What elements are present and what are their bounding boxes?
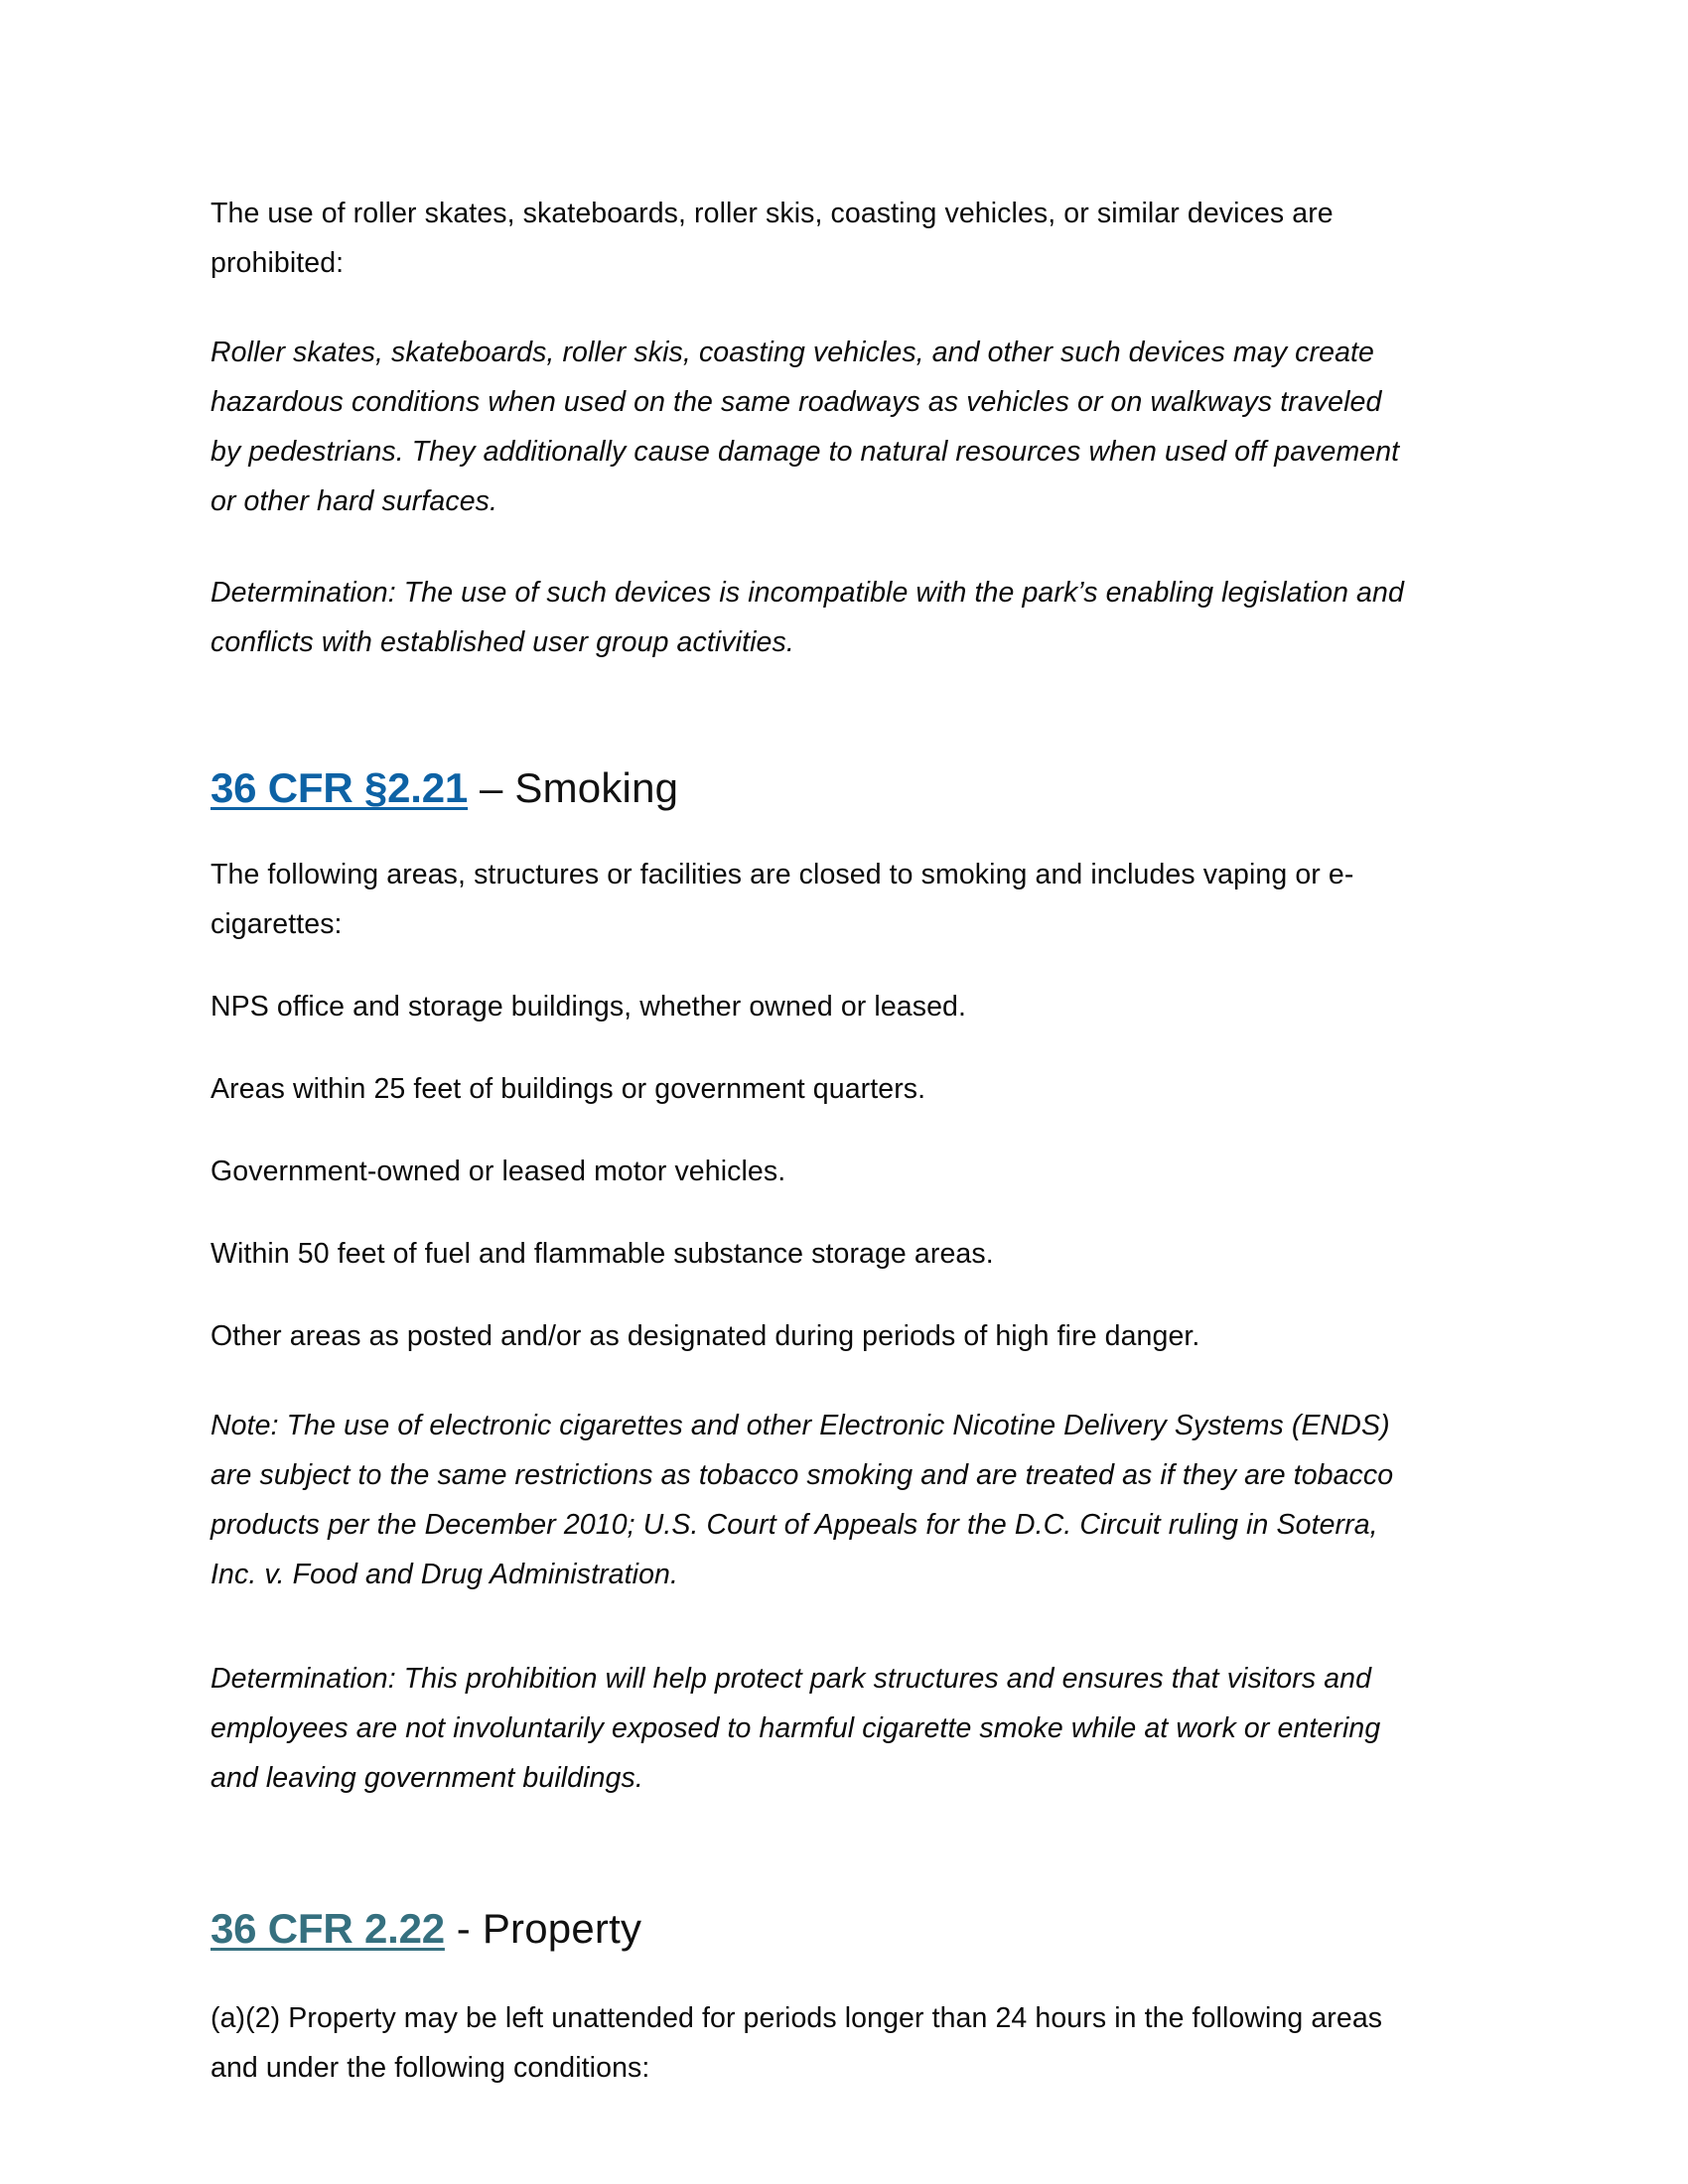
heading-36-cfr-2-21-smoking bbox=[211, 761, 1412, 815]
heading-36-cfr-2-22-property bbox=[211, 1902, 1412, 1956]
smoking-closed-area-4: Within 50 feet of fuel and flammable substance storage areas. bbox=[211, 1238, 994, 1270]
document-body bbox=[211, 189, 1412, 2093]
cfr-link-2-22[interactable]: 36 CFR 2.22 bbox=[211, 1905, 445, 1952]
cfr-link-2-21[interactable]: 36 CFR §2.21 bbox=[211, 764, 469, 811]
heading-property-title: - Property bbox=[444, 1905, 642, 1952]
smoking-closed-area-1: NPS office and storage buildings, whether owned or leased. bbox=[211, 991, 966, 1023]
paragraph-prohibition-intro: The use of roller skates, skateboards, roller skis, coasting vehicles, or similar devices are prohibited: bbox=[211, 198, 1334, 279]
paragraph-smoking-note: Note: The use of electronic cigarettes and other Electronic Nicotine Delivery Systems (ENDS) are subject to the same restrictions as tobacco smoking and are treated as if they are tobacco products per the December 2010; U.S. Court of Appeals for the D.C. Circuit ruling in Soterra, Inc. v. Food and Drug Administration. bbox=[211, 1410, 1394, 1590]
paragraph-property-intro: (a)(2) Property may be left unattended for periods longer than 24 hours in the following areas and under the following conditions: bbox=[211, 2002, 1383, 2084]
smoking-closed-area-3: Government-owned or leased motor vehicles. bbox=[211, 1156, 786, 1187]
smoking-closed-area-2: Areas within 25 feet of buildings or government quarters. bbox=[211, 1073, 926, 1105]
heading-smoking-title: – Smoking bbox=[468, 764, 679, 811]
paragraph-determination-smoking: Determination: This prohibition will help protect park structures and ensures that visitors and employees are not involuntarily exposed to harmful cigarette smoke while at work or entering and leaving government buildings. bbox=[211, 1663, 1381, 1794]
smoking-closed-area-5: Other areas as posted and/or as designated during periods of high fire danger. bbox=[211, 1320, 1200, 1352]
paragraph-determination-skates: Determination: The use of such devices is incompatible with the park’s enabling legislation and conflicts with established user group activities. bbox=[211, 577, 1404, 658]
paragraph-rationale: Roller skates, skateboards, roller skis, coasting vehicles, and other such devices may create hazardous conditions when used on the same roadways as vehicles or on walkways traveled by pedestrians. They additionally cause damage to natural resources when used off pavement or other hard surfaces. bbox=[211, 337, 1400, 517]
paragraph-smoking-intro: The following areas, structures or facilities are closed to smoking and includes vaping or e-cigarettes: bbox=[211, 859, 1354, 940]
